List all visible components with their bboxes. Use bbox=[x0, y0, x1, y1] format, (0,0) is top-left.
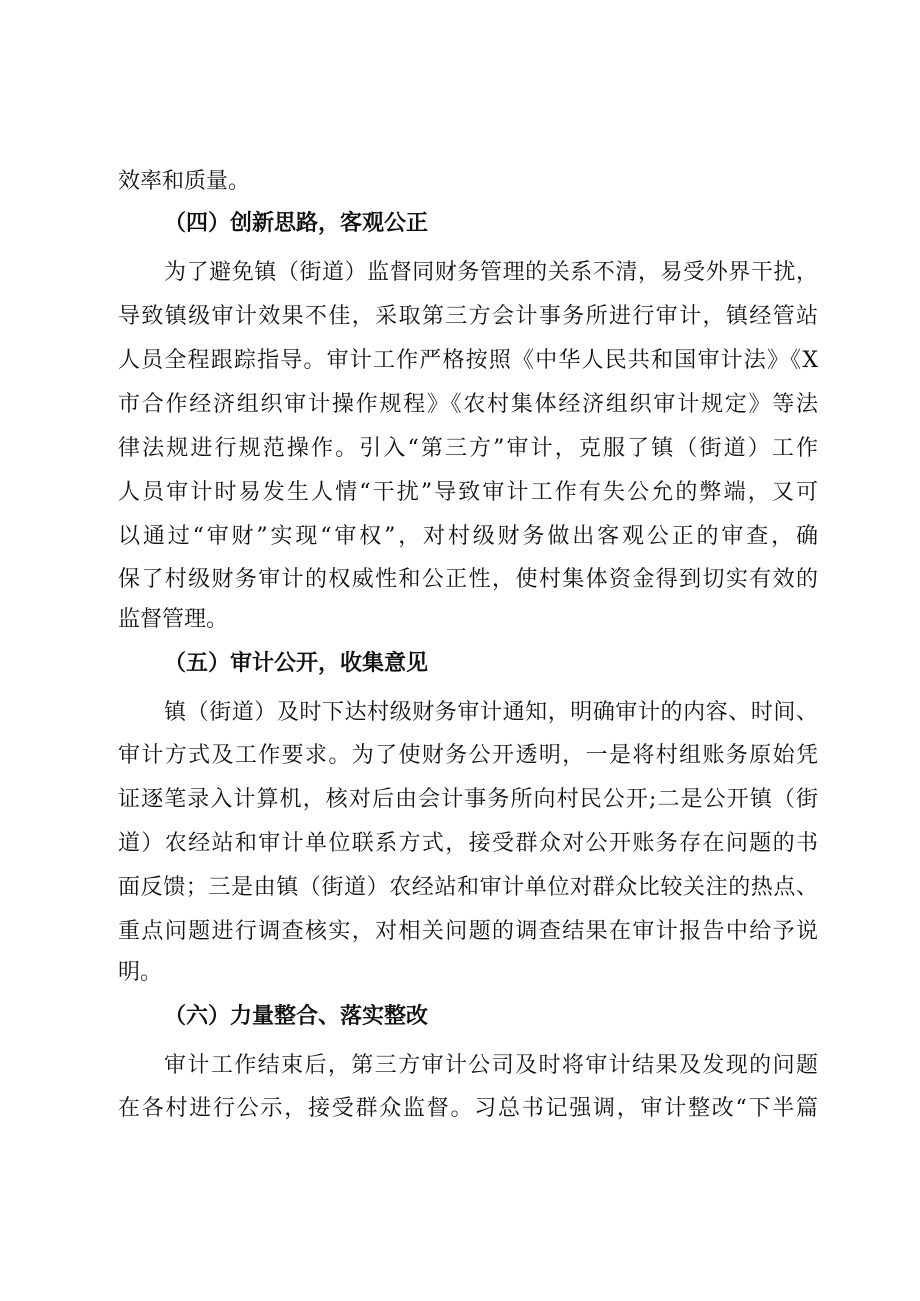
section-4-line-4: 市合作经济组织审计操作规程》《农村集体经济组织审计规定》等法 bbox=[118, 392, 818, 417]
section-4-line-9: 监督管理。 bbox=[118, 607, 229, 632]
section-4-line-6: 人员审计时易发生人情“干扰”导致审计工作有失公允的弊端，又可 bbox=[118, 480, 818, 505]
section-4-line-7: 以通过“审财”实现“审权”，对村级财务做出客观公正的审查，确 bbox=[118, 524, 818, 549]
section-6-line-2: 在各村进行公示，接受群众监督。习总书记强调，审计整改“下半篇 bbox=[118, 1096, 818, 1121]
section-5-line-3: 证逐笔录入计算机，核对后由会计事务所向村民公开;二是公开镇（街 bbox=[118, 787, 818, 812]
section-5-line-6: 重点问题进行调查核实，对相关问题的调查结果在审计报告中给予说 bbox=[118, 919, 818, 944]
section-6-line-1: 审计工作结束后，第三方审计公司及时将审计结果及发现的问题 bbox=[164, 1053, 818, 1078]
section-5-line-7: 明。 bbox=[118, 960, 163, 985]
section-5-line-2: 审计方式及工作要求。为了使财务公开透明，一是将村组账务原始凭 bbox=[118, 743, 818, 768]
section-5-heading: （五）审计公开，收集意见 bbox=[164, 651, 429, 676]
section-4-line-3: 人员全程跟踪指导。审计工作严格按照《中华人民共和国审计法》《X bbox=[118, 348, 818, 373]
section-4-line-1: 为了避免镇（街道）监督同财务管理的关系不清，易受外界干扰， bbox=[164, 260, 818, 285]
section-4-line-2: 导致镇级审计效果不佳，采取第三方会计事务所进行审计，镇经管站 bbox=[118, 304, 818, 329]
section-4-heading: （四）创新思路，客观公正 bbox=[164, 211, 429, 236]
intro-line-1: 效率和质量。 bbox=[118, 169, 251, 194]
section-6-heading: （六）力量整合、落实整改 bbox=[164, 1004, 429, 1029]
section-4-line-5: 律法规进行规范操作。引入“第三方”审计，克服了镇（街道）工作 bbox=[118, 436, 818, 461]
section-4-line-8: 保了村级财务审计的权威性和公正性，使村集体资金得到切实有效的 bbox=[118, 567, 818, 592]
section-5-line-5: 面反馈；三是由镇（街道）农经站和审计单位对群众比较关注的热点、 bbox=[118, 875, 818, 900]
section-5-line-4: 道）农经站和审计单位联系方式，接受群众对公开账务存在问题的书 bbox=[118, 831, 818, 856]
section-5-line-1: 镇（街道）及时下达村级财务审计通知，明确审计的内容、时间、 bbox=[164, 700, 818, 725]
